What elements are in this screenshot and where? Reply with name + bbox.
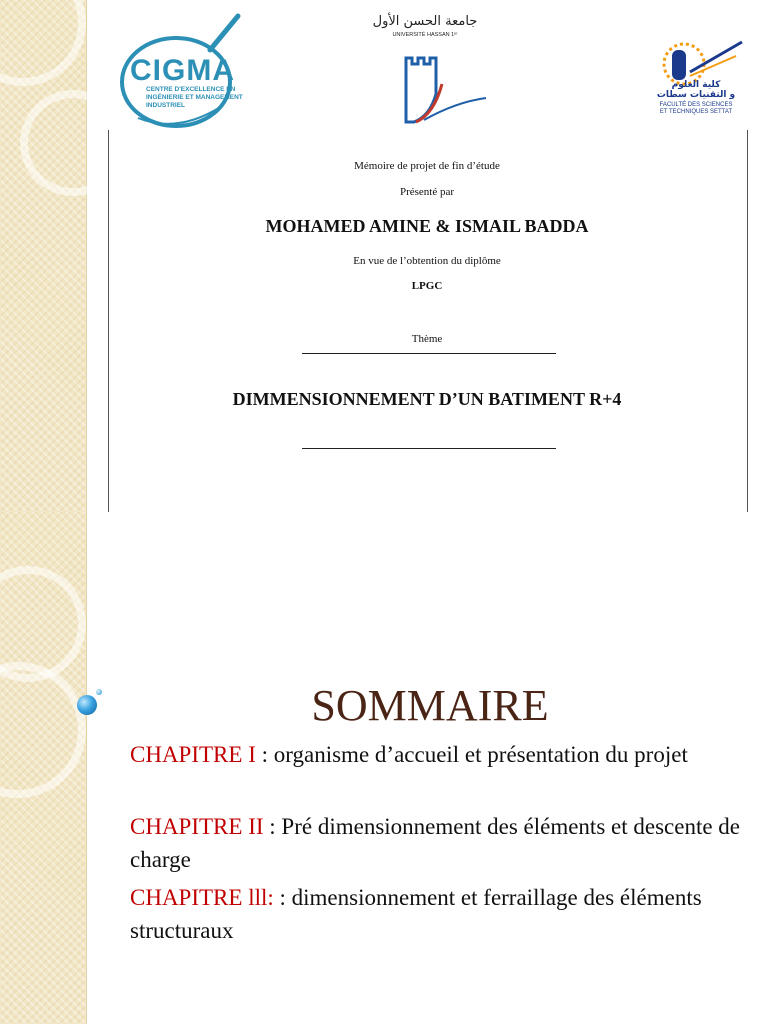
presente-par: Présenté par [399, 186, 455, 198]
diplome: LPGC [411, 280, 443, 292]
cigma-wordmark: CIGMA [130, 54, 235, 87]
decorative-side-strip [0, 0, 87, 512]
decorative-side-strip [0, 512, 87, 1024]
theme-title: DIMMENSIONNEMENT D’UN BATIMENT R+4 [232, 389, 622, 409]
chapter-item [130, 881, 750, 947]
decorative-ring [0, 662, 86, 798]
divider [302, 448, 556, 449]
chapter-text: : dimensionnement et ferraillage des éléments structuraux [130, 885, 702, 943]
chapter-item [130, 810, 750, 876]
theme-label: Thème [411, 333, 443, 345]
obtention-line: En vue de l’obtention du diplôme [353, 255, 501, 267]
bubble-ornament-icon [77, 695, 97, 715]
fst-arabic-name: كلية العلوم و التقنيات سطات [656, 80, 736, 100]
slide-sommaire [0, 512, 768, 1024]
universite-latin-name: UNIVERSITÉ HASSAN 1ᵉʳ [392, 32, 458, 38]
fst-emblem-icon [644, 36, 748, 86]
tower-emblem-icon [394, 44, 494, 126]
fst-latin-name: FACULTÉ DES SCIENCES ET TECHNIQUES SETTAT [659, 102, 733, 115]
chapter-label: CHAPITRE I [130, 742, 256, 767]
sommaire-title: SOMMAIRE [311, 681, 549, 730]
fst-settat-logo [644, 36, 748, 122]
cigma-subtitle: CENTRE D'EXCELLENCE EN INGÉNIERIE ET MANAGEMENT INDUSTRIEL [146, 86, 243, 109]
universite-hassan-logo [370, 14, 500, 126]
chapter-text: : organisme d’accueil et présentation du projet [255, 742, 688, 767]
chapter-text: : Pré dimensionnement des éléments et descente de charge [130, 814, 740, 872]
universite-arabic-name: جامعة الحسن الأول [372, 14, 478, 29]
memoire-line: Mémoire de projet de fin d’étude [354, 160, 500, 172]
divider [302, 353, 556, 354]
decorative-ring [0, 0, 86, 86]
chapter-label: CHAPITRE lll: [130, 885, 274, 910]
chapter-item [130, 738, 750, 771]
authors: MOHAMED AMINE & ISMAIL BADDA [265, 216, 589, 236]
cigma-logo [118, 10, 248, 128]
chapter-label: CHAPITRE II [130, 814, 264, 839]
